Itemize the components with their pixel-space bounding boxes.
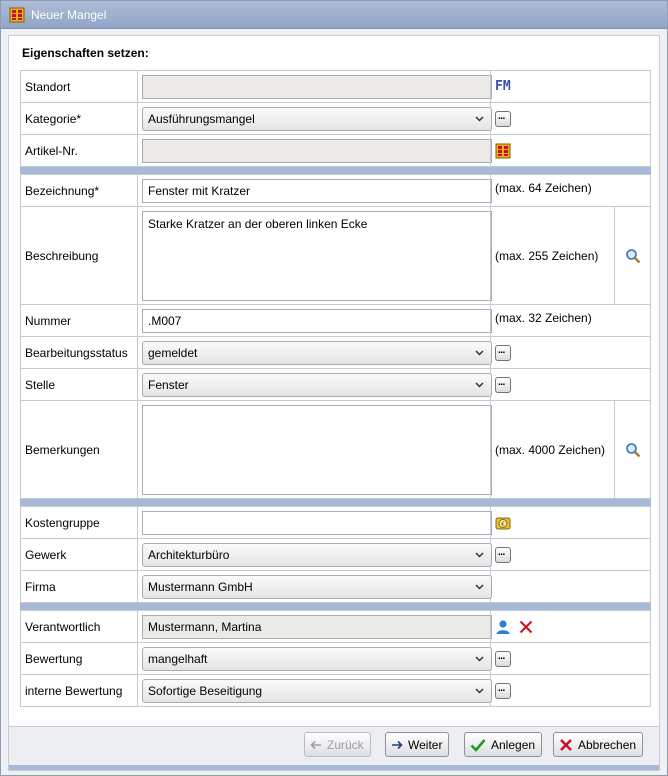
svg-text:€: € [501,520,505,528]
label-gewerk: Gewerk [21,539,138,571]
firma-select[interactable] [142,575,492,599]
label-bewertung: Bewertung [21,643,138,675]
standort-field[interactable] [142,75,492,99]
arrow-right-icon [391,740,403,750]
close-icon [559,738,573,752]
chevron-down-icon [475,688,484,694]
nummer-field[interactable] [142,309,492,333]
row-standort [21,71,651,103]
row-stelle [21,369,651,401]
magnifier-icon[interactable] [625,442,641,458]
row-gewerk [21,539,651,571]
label-interne-bewertung: interne Bewertung [21,675,138,707]
bezeichnung-hint: (max. 64 Zeichen) [491,175,651,207]
section-separator [21,499,651,507]
catalog-icon [9,7,25,23]
interne-bewertung-value: Sofortige Beseitigung [148,683,263,698]
chevron-down-icon [475,584,484,590]
button-bar [8,727,660,771]
chevron-down-icon [475,350,484,356]
row-kostengruppe [21,507,651,539]
checkmark-icon [470,738,486,752]
bewertung-value: mangelhaft [148,651,208,666]
stelle-value: Fenster [148,377,189,392]
gewerk-picker-button[interactable]: ... [495,547,511,563]
bewertung-select[interactable] [142,647,492,671]
gewerk-value: Architekturbüro [148,547,230,562]
label-bezeichnung: Bezeichnung* [21,175,138,207]
row-verantwortlich [21,611,651,643]
bearbeitungsstatus-select[interactable] [142,341,492,365]
create-button[interactable]: Anlegen [464,732,542,757]
kategorie-select[interactable] [142,107,492,131]
beschreibung-hint: (max. 255 Zeichen) [491,207,615,305]
section-separator [21,603,651,611]
label-stelle: Stelle [21,369,138,401]
label-firma: Firma [21,571,138,603]
artikel-nr-field[interactable] [142,139,492,163]
chevron-down-icon [475,382,484,388]
bewertung-picker-button[interactable]: ... [495,651,511,667]
row-artikel-nr [21,135,651,167]
arrow-left-icon [310,740,322,750]
label-kategorie: Kategorie* [21,103,138,135]
row-kategorie [21,103,651,135]
gewerk-select[interactable] [142,543,492,567]
back-button[interactable]: Zurück [304,732,371,757]
beschreibung-textarea[interactable]: Starke Kratzer an der oberen linken Ecke [142,211,492,301]
interne-bewertung-select[interactable] [142,679,492,703]
stelle-select[interactable] [142,373,492,397]
label-nummer: Nummer [21,305,138,337]
label-bearbeitungsstatus: Bearbeitungsstatus [21,337,138,369]
row-interne-bewertung [21,675,651,707]
label-bemerkungen: Bemerkungen [21,401,138,499]
kategorie-picker-button[interactable]: ... [495,111,511,127]
footer-bar [9,765,659,770]
stelle-picker-button[interactable]: ... [495,377,511,393]
label-beschreibung: Beschreibung [21,207,138,305]
row-bezeichnung [21,175,651,207]
row-bemerkungen [21,401,651,499]
nummer-hint: (max. 32 Zeichen) [491,305,651,337]
bearbeitungsstatus-picker-button[interactable]: ... [495,345,511,361]
chevron-down-icon [475,656,484,662]
label-kostengruppe: Kostengruppe [21,507,138,539]
catalog-icon[interactable] [495,143,511,159]
user-icon[interactable] [495,619,511,635]
bearbeitungsstatus-value: gemeldet [148,345,198,360]
section-title: Eigenschaften setzen: [22,46,149,60]
row-bearbeitungsstatus [21,337,651,369]
label-verantwortlich: Verantwortlich [21,611,138,643]
fm-icon[interactable]: FM [495,79,511,94]
row-bewertung [21,643,651,675]
row-nummer [21,305,651,337]
firma-value: Mustermann GmbH [148,579,253,594]
euro-icon[interactable] [495,515,511,531]
kostengruppe-field[interactable] [142,511,492,535]
verantwortlich-field[interactable] [142,615,492,639]
form-panel [8,35,660,727]
window-title: Neuer Mangel [31,8,107,22]
bemerkungen-hint: (max. 4000 Zeichen) [491,401,615,499]
interne-bewertung-picker-button[interactable]: ... [495,683,511,699]
magnifier-icon[interactable] [625,248,641,264]
section-separator [21,167,651,175]
chevron-down-icon [475,116,484,122]
bezeichnung-field[interactable] [142,179,492,203]
label-standort: Standort [21,71,138,103]
label-artikel-nr: Artikel-Nr. [21,135,138,167]
cancel-button[interactable]: Abbrechen [553,732,643,757]
title-bar[interactable] [1,1,667,29]
kategorie-value: Ausführungsmangel [148,111,255,126]
row-beschreibung [21,207,651,305]
remove-icon[interactable] [518,619,534,635]
bemerkungen-textarea[interactable] [142,405,492,495]
row-firma [21,571,651,603]
next-button[interactable]: Weiter [385,732,449,757]
properties-table [20,70,651,707]
chevron-down-icon [475,552,484,558]
